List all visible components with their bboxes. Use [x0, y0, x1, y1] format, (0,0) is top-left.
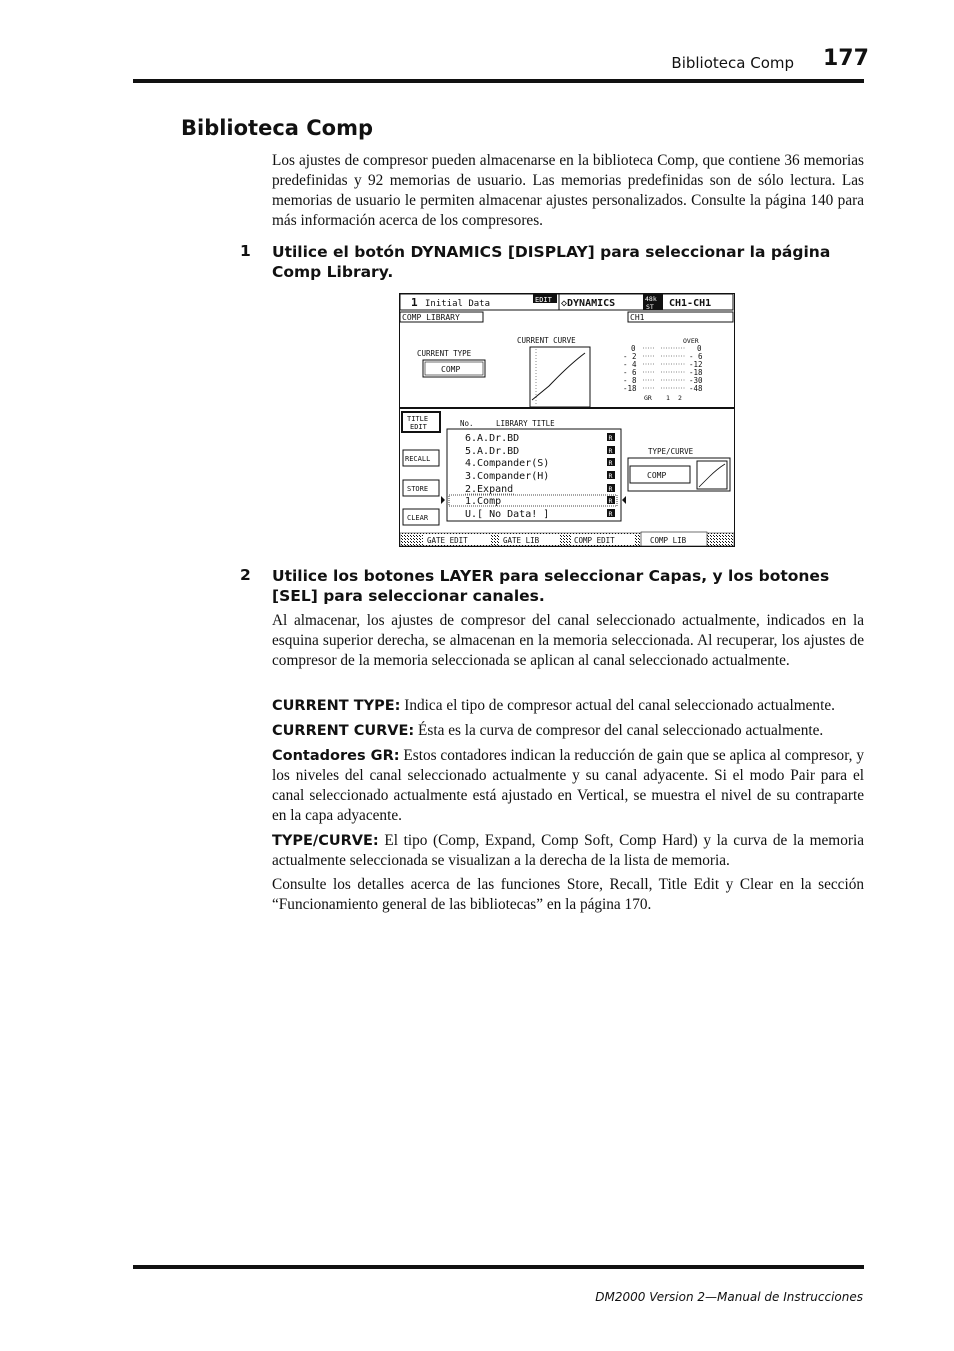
clear-button[interactable]	[403, 509, 439, 525]
definition-text: Indica el tipo de compresor actual del canal seleccionado actualmente.	[400, 697, 835, 714]
meter-right-scale	[689, 344, 703, 393]
meter-ch2-label: 2	[678, 394, 682, 402]
type-curve-label: TYPE/CURVE	[648, 447, 694, 456]
meter-gr-label: GR	[644, 394, 652, 402]
svg-text:COMP LIB: COMP LIB	[650, 536, 687, 545]
edit-flag: EDIT	[535, 296, 552, 304]
svg-text:R: R	[608, 485, 613, 493]
rate-top: 48k	[645, 295, 657, 303]
page-number: 177	[823, 46, 869, 71]
definition-term: TYPE/CURVE:	[272, 833, 379, 849]
current-type-label: CURRENT TYPE	[417, 349, 472, 358]
svg-text:- 4: - 4	[623, 360, 637, 369]
svg-text:-18: -18	[623, 384, 637, 393]
svg-text:5.A.Dr.BD: 5.A.Dr.BD	[465, 446, 520, 457]
svg-text:6.A.Dr.BD: 6.A.Dr.BD	[465, 433, 520, 444]
scene-name: Initial Data	[425, 299, 491, 309]
store-button[interactable]	[403, 480, 439, 496]
step-2-text: Utilice los botones LAYER para seleccionar Capas, y los botones [SEL] para seleccionar canales.	[272, 567, 830, 605]
comp-library-screen	[399, 293, 735, 547]
svg-text:TITLE: TITLE	[407, 415, 429, 423]
intro-paragraph: Los ajustes de compresor pueden almacenarse en la biblioteca Comp, que contiene 36 memorias predefinidas y 92 memorias de usuario. Las memorias predefinidas son de sólo lectura. Las memorias de usuario le permiten almacenar ajustes personalizados. Consulte la página 140 para más información acerca de los compresores.	[272, 152, 864, 229]
tab-comp-lib[interactable]	[641, 532, 707, 546]
svg-text:CLEAR: CLEAR	[407, 514, 429, 522]
scene-number: 1	[411, 296, 418, 309]
svg-text:R: R	[608, 472, 613, 480]
store-recall-paragraph: Al almacenar, los ajustes de compresor del canal seleccionado actualmente, indicados en la esquina superior derecha, se almacenan en la memoria seleccionada. Al recuperar, los ajustes de compresor de la memoria seleccionada se aplican al canal seleccionado actualmente.	[272, 612, 864, 669]
svg-text:U.[ No Data! ]: U.[ No Data! ]	[465, 509, 550, 520]
definition-gr-meters	[272, 746, 864, 826]
module-name: ◇DYNAMICS	[561, 298, 616, 309]
definition-type-curve	[272, 831, 864, 871]
svg-text:3.Compander(H): 3.Compander(H)	[465, 471, 550, 482]
footer-rule	[133, 1265, 864, 1269]
channel-range: CH1-CH1	[669, 298, 712, 309]
svg-text:R: R	[608, 459, 613, 467]
definition-term: CURRENT TYPE:	[272, 698, 401, 714]
channel-name: CH1	[630, 313, 645, 322]
running-header: Biblioteca Comp	[671, 54, 794, 72]
svg-text:- 6: - 6	[689, 352, 703, 361]
svg-text:RECALL: RECALL	[405, 455, 431, 463]
meter-ch1-label: 1	[666, 394, 670, 402]
definition-text: Ésta es la curva de compresor del canal seleccionado actualmente.	[414, 722, 824, 739]
svg-text:R: R	[608, 434, 613, 442]
svg-text:-48: -48	[689, 384, 703, 393]
svg-text:GATE EDIT: GATE EDIT	[427, 536, 468, 545]
meter-over: OVER	[683, 337, 699, 345]
svg-text:4.Compander(S): 4.Compander(S)	[465, 458, 550, 469]
svg-text:R: R	[608, 510, 613, 518]
rate-bottom: ST	[646, 303, 654, 311]
definition-text: Estos contadores indican la reducción de gain que se aplica al compresor, y los niveles del canal seleccionado actualmente y su canal adyacente. Si el modo Pair para el canal seleccionado actualmente está ajustado en Vertical, se muestra el nivel de su contraparte en la capa adyacente.	[272, 747, 864, 824]
definition-term: Contadores GR:	[272, 748, 400, 764]
step-2-number: 2	[240, 566, 251, 584]
list-header-title: LIBRARY TITLE	[496, 419, 555, 428]
svg-text:0: 0	[697, 344, 702, 353]
tab-comp-edit[interactable]	[571, 534, 635, 545]
definition-text: El tipo (Comp, Expand, Comp Soft, Comp Hard) y la curva de la memoria actualmente seleccionada se visualizan a la derecha de la lista de memoria.	[272, 832, 864, 869]
meter-left-scale	[623, 344, 637, 393]
svg-text:STORE: STORE	[407, 485, 429, 493]
tab-gate-lib[interactable]	[499, 534, 559, 545]
definition-current-type	[272, 696, 864, 716]
page-label: COMP LIBRARY	[402, 313, 460, 322]
svg-text:1.Comp: 1.Comp	[465, 496, 502, 507]
tab-gate-edit[interactable]	[423, 534, 491, 545]
svg-text:- 2: - 2	[623, 352, 637, 361]
svg-text:EDIT: EDIT	[410, 423, 427, 431]
step-1-text: Utilice el botón DYNAMICS [DISPLAY] para seleccionar la página Comp Library.	[272, 243, 831, 281]
type-curve-value: COMP	[647, 471, 667, 480]
closing-paragraph: Consulte los detalles acerca de las funciones Store, Recall, Title Edit y Clear en la sección “Funcionamiento general de las bibliotecas” en la página 170.	[272, 876, 864, 913]
svg-text:-30: -30	[689, 376, 703, 385]
svg-text:- 8: - 8	[623, 376, 637, 385]
svg-text:2.Expand: 2.Expand	[465, 484, 514, 495]
svg-text:- 6: - 6	[623, 368, 637, 377]
svg-text:R: R	[608, 497, 613, 505]
svg-text:-12: -12	[689, 360, 703, 369]
svg-text:COMP EDIT: COMP EDIT	[574, 536, 615, 545]
header-rule	[133, 79, 864, 83]
definition-term: CURRENT CURVE:	[272, 723, 415, 739]
svg-text:R: R	[608, 447, 613, 455]
list-header-no: No.	[460, 419, 474, 428]
svg-text:GATE LIB: GATE LIB	[503, 536, 540, 545]
footer-text: DM2000 Version 2—Manual de Instrucciones	[595, 1290, 863, 1304]
title-edit-button[interactable]	[402, 412, 440, 432]
step-1-number: 1	[240, 242, 251, 260]
svg-text:-18: -18	[689, 368, 703, 377]
definition-current-curve	[272, 721, 864, 741]
section-heading: Biblioteca Comp	[181, 116, 374, 140]
current-type-value: COMP	[441, 365, 461, 374]
current-curve-label: CURRENT CURVE	[517, 336, 576, 345]
recall-button[interactable]	[403, 450, 439, 466]
svg-text:0: 0	[631, 344, 636, 353]
